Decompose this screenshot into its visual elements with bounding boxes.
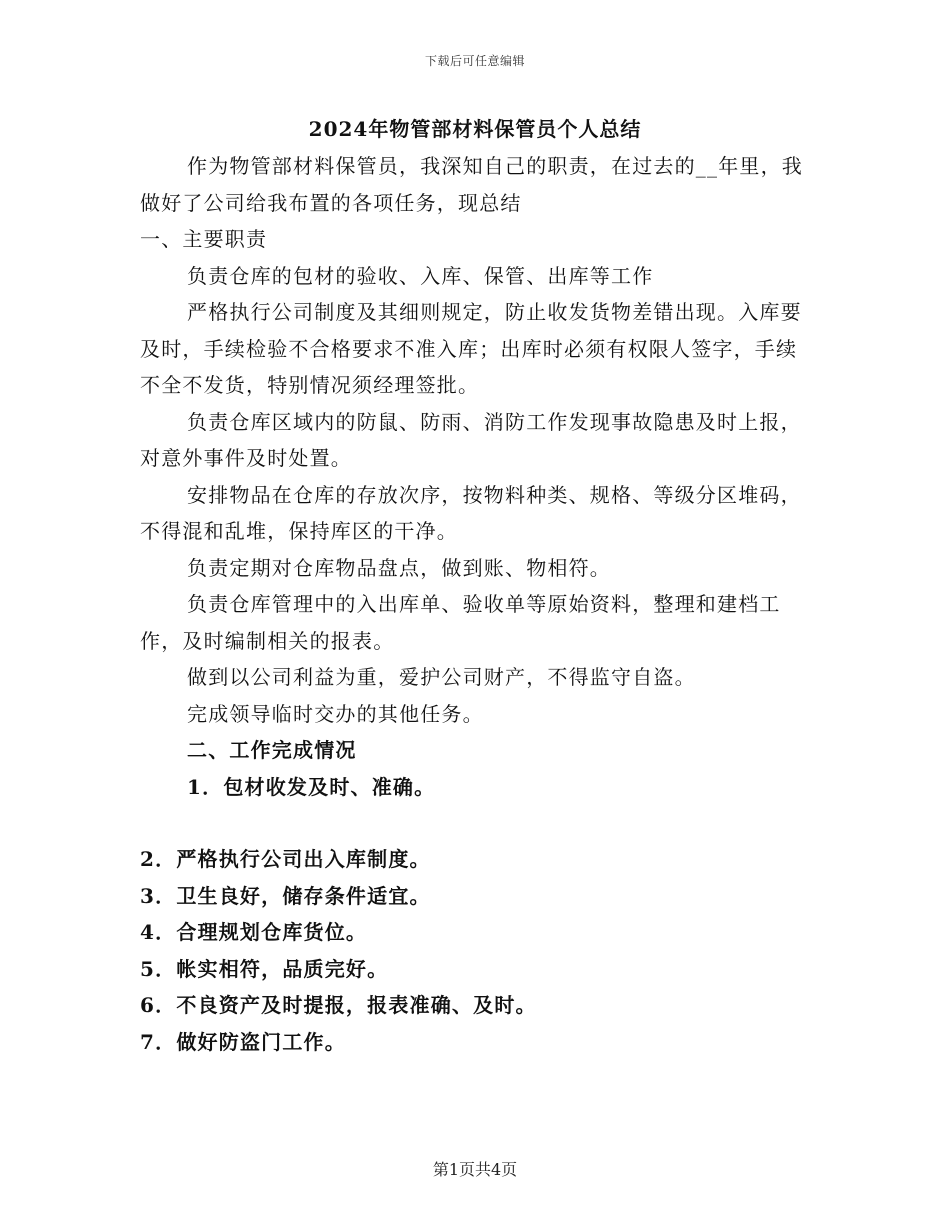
result-item: 6．不良资产及时提报，报表准确、及时。 <box>140 993 537 1017</box>
duty-paragraph: 负责定期对仓库物品盘点，做到账、物相符。 <box>187 555 611 580</box>
result-item: 3．卫生良好，储存条件适宜。 <box>140 883 431 908</box>
result-item: 2．严格执行公司出入库制度。 <box>140 847 431 871</box>
section1-heading: 一、主要职责 <box>140 227 268 251</box>
duty-paragraph: 负责仓库区域内的防鼠、防雨、消防工作发现事故隐患及时上报，对意外事件及时处置。 <box>140 409 802 470</box>
duty-paragraph: 负责仓库的包材的验收、入库、保管、出库等工作 <box>187 263 654 288</box>
header-note: 下载后可任意编辑 <box>424 54 525 68</box>
duty-paragraph: 负责仓库管理中的入出库单、验收单等原始资料，整理和建档工作，及时编制相关的报表。 <box>140 592 781 653</box>
blank-line <box>140 805 815 841</box>
result-item: 4．合理规划仓库货位。 <box>140 920 368 944</box>
document-body <box>140 148 815 1060</box>
duty-paragraph: 安排物品在仓库的存放次序，按物料种类、规格、等级分区堆码，不得混和乱堆，保持库区的干净。 <box>140 482 802 543</box>
duty-paragraph: 完成领导临时交办的其他任务。 <box>187 701 484 726</box>
intro-paragraph: 作为物管部材料保管员，我深知自己的职责，在过去的__年里，我做好了公司给我布置的各项任务，现总结 <box>140 154 803 215</box>
result-item: 7．做好防盗门工作。 <box>140 1029 346 1054</box>
page-number: 第1页共4页 <box>432 1160 518 1179</box>
duty-paragraph: 严格执行公司制度及其细则规定，防止收发货物差错出现。入库要及时，手续检验不合格要求不准入库；出库时必须有权限人签字，手续不全不发货，特别情况须经理签批。 <box>140 300 802 397</box>
section2-heading: 二、工作完成情况 <box>187 738 357 762</box>
duty-paragraph: 做到以公司利益为重，爱护公司财产，不得监守自盗。 <box>187 665 696 689</box>
document-title: 2024年物管部材料保管员个人总结 <box>308 117 642 141</box>
result-item: 5．帐实相符，品质完好。 <box>140 956 389 981</box>
result-item: 1．包材收发及时、准确。 <box>187 774 436 799</box>
